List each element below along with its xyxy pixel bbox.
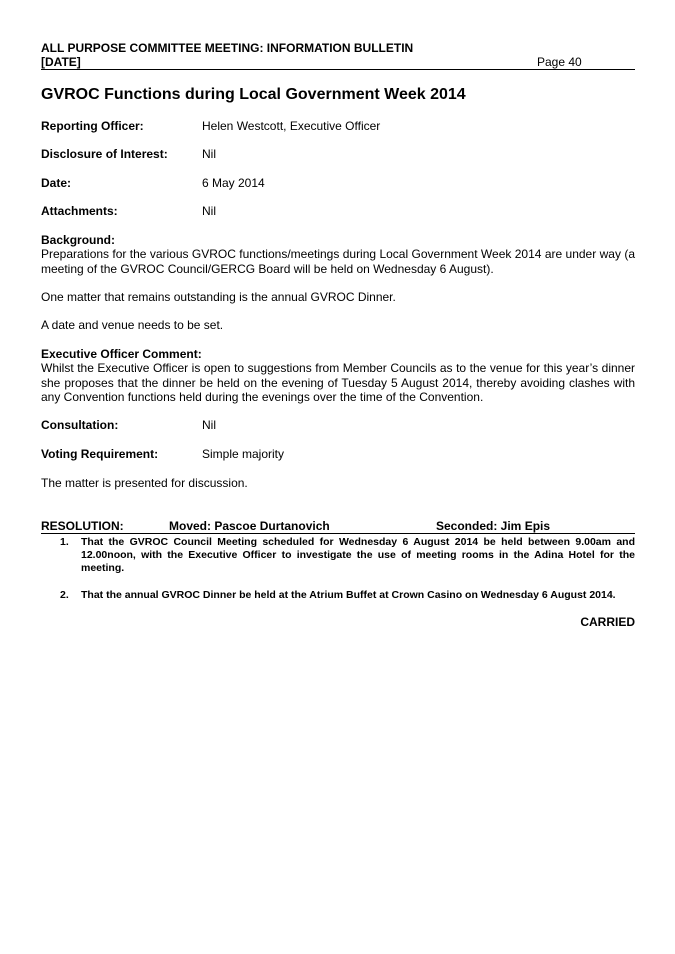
voting-value: Simple majority [202,447,285,461]
reporting-officer-label: Reporting Officer: [41,119,144,133]
closing-statement: The matter is presented for discussion. [41,476,248,490]
voting-row [41,447,635,463]
disclosure-row [41,147,635,163]
resolution-item-number: 2. [60,589,69,601]
report-title: GVROC Functions during Local Government Week 2014 [41,86,466,103]
background-paragraph-3: A date and venue needs to be set. [41,318,224,332]
date-row [41,176,635,192]
resolution-bar [41,519,635,534]
attachments-row [41,204,635,220]
attachments-label: Attachments: [41,204,118,218]
comment-heading: Executive Officer Comment: [41,347,202,361]
reporting-officer-row [41,119,635,135]
consultation-label: Consultation: [41,418,119,432]
disclosure-value: Nil [202,147,216,161]
seconded-by: Seconded: Jim Epis [436,519,551,533]
disclosure-label: Disclosure of Interest: [41,147,168,161]
resolution-item-text: That the annual GVROC Dinner be held at the Atrium Buffet at Crown Casino on Wednesday 6 August 2014. [81,589,616,601]
resolution-label: RESOLUTION: [41,519,124,533]
header-date: [DATE] [41,55,81,69]
consultation-value: Nil [202,418,216,432]
moved-by: Moved: Pascoe Durtanovich [169,519,330,533]
consultation-row [41,418,635,434]
date-value: 6 May 2014 [202,176,265,190]
reporting-officer-value: Helen Westcott, Executive Officer [202,119,381,133]
resolution-item-number: 1. [60,536,69,548]
date-label: Date: [41,176,72,190]
background-heading: Background: [41,233,116,247]
header-line [41,55,635,70]
carried-outcome: CARRIED [580,615,635,629]
page-number: Page 40 [537,55,582,69]
background-paragraph-2: One matter that remains outstanding is the annual GVROC Dinner. [41,290,396,304]
resolution-item-text: That the GVROC Council Meeting scheduled for Wednesday 6 August 2014 be held between 9.00am and 12.00noon, with the Executive Officer to investigate the use of meeting rooms in the Adina Hotel for the meeting. [81,536,635,574]
attachments-value: Nil [202,204,216,218]
bulletin-title: ALL PURPOSE COMMITTEE MEETING: INFORMATION BULLETIN [41,41,414,55]
background-paragraph-1: Preparations for the various GVROC functions/meetings during Local Government Week 2014 are under way (a meeting of the GVROC Council/GERCG Board will be held on Wednesday 6 August). [41,247,635,276]
comment-paragraph: Whilst the Executive Officer is open to suggestions from Member Councils as to the venue for this year’s dinner she proposes that the dinner be held on the evening of Tuesday 5 August 2014, thereby avoiding clashes with any Convention functions held during the evenings over the time of the Convention. [41,361,635,404]
voting-label: Voting Requirement: [41,447,159,461]
